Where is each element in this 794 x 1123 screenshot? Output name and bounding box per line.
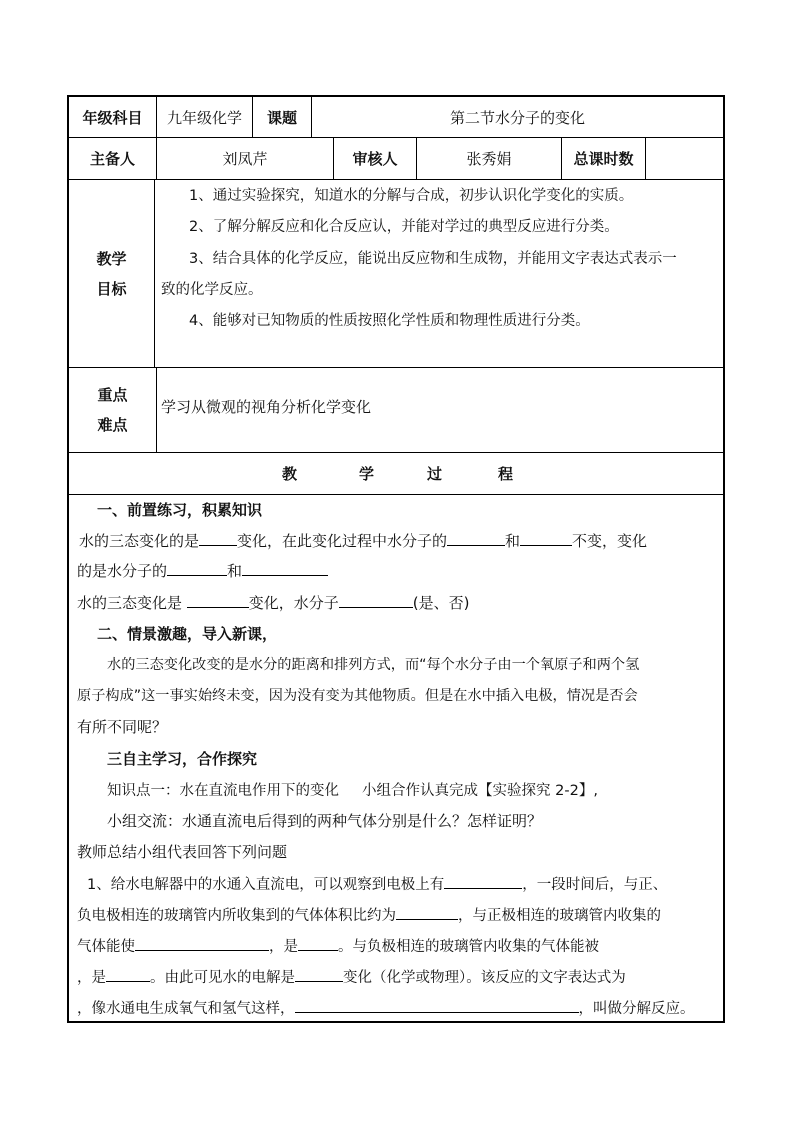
question-line-4 bbox=[77, 966, 626, 987]
blank bbox=[339, 593, 413, 608]
section-2-para-line-2: 原子构成”这一事实始终未变，因为没有变为其他物质。但是在水中插入电极，情况是否会 bbox=[77, 688, 638, 704]
q3-text-a: 气体能使 bbox=[77, 939, 135, 955]
blank bbox=[298, 936, 338, 951]
preparer-label: 主备人 bbox=[69, 138, 157, 179]
q3-text-b: ，是 bbox=[269, 939, 298, 955]
section-1-line-3 bbox=[77, 592, 470, 613]
total-hours-value bbox=[646, 138, 723, 179]
section-2-para-line-1: 水的三态变化改变的是水分的距离和排列方式，而“每个水分子由一个氧原子和两个氢 bbox=[107, 657, 640, 673]
section-1-line-1 bbox=[79, 530, 647, 551]
blank bbox=[396, 905, 458, 920]
s1-l3-text-b: 变化，水分子 bbox=[248, 594, 339, 612]
key-points-content: 学习从微观的视角分析化学变化 bbox=[161, 397, 372, 416]
blank bbox=[520, 531, 572, 546]
process-heading bbox=[69, 453, 723, 494]
section-2-title: 二、情景激趣，导入新课， bbox=[97, 625, 278, 643]
question-line-2 bbox=[77, 904, 661, 925]
topic-label: 课题 bbox=[253, 97, 312, 137]
objectives-label bbox=[69, 180, 155, 367]
blank bbox=[295, 967, 343, 982]
section-1-line-2 bbox=[77, 560, 328, 581]
objectives-label-line1: 教学 bbox=[96, 249, 127, 268]
topic-value: 第二节水分子的变化 bbox=[449, 108, 585, 127]
process-heading-row bbox=[69, 453, 723, 495]
q2-text-a: 负电极相连的玻璃管内所收集到的气体体积比约为 bbox=[77, 908, 396, 924]
blank bbox=[444, 874, 522, 889]
group-discussion: 小组交流：水通直流电后得到的两种气体分别是什么？怎样证明？ bbox=[107, 812, 543, 830]
q4-text-b: 。由此可见水的电解是 bbox=[150, 970, 295, 986]
process-heading-char-3: 过 bbox=[427, 465, 443, 483]
s1-l3-text-c: (是、否) bbox=[412, 594, 470, 612]
s1-l3-text-a: 水的三态变化是 bbox=[77, 594, 187, 612]
q5-text-b: ，叫做分解反应。 bbox=[578, 1001, 695, 1017]
preparer-value: 刘凤芹 bbox=[157, 138, 334, 179]
grade-subject-label: 年级科目 bbox=[69, 97, 157, 137]
blank bbox=[199, 531, 237, 546]
question-line-3 bbox=[77, 935, 599, 956]
q4-text-c: 变化（化学或物理）。该反应的文字表达式为 bbox=[343, 970, 626, 986]
s1-l1-text-b: 变化，在此变化过程中水分子的 bbox=[237, 532, 448, 550]
objective-1: 1、通过实验探究，知道水的分解与合成，初步认识化学变化的实质。 bbox=[189, 188, 634, 204]
key-points-row bbox=[69, 368, 723, 453]
header-row-2 bbox=[69, 138, 723, 180]
s1-l2-text-a: 的是水分子的 bbox=[77, 562, 168, 580]
q1-text-b: ，一段时间后，与正、 bbox=[522, 877, 668, 893]
section-1-title: 一、前置练习，积累知识 bbox=[97, 501, 263, 519]
objective-3: 3、结合具体的化学反应，能说出反应物和生成物，并能用文字表达式表示一 bbox=[189, 251, 677, 267]
question-line-5 bbox=[77, 997, 695, 1018]
lesson-plan-table bbox=[67, 95, 725, 1023]
q2-text-b: ，与正极相连的玻璃管内收集的 bbox=[458, 908, 661, 924]
objective-4: 4、能够对已知物质的性质按照化学性质和物理性质进行分类。 bbox=[189, 313, 590, 329]
process-heading-char-4: 程 bbox=[498, 465, 514, 483]
s1-l1-text-a: 水的三态变化的是 bbox=[79, 532, 200, 550]
grade-subject-value: 九年级化学 bbox=[157, 97, 253, 137]
blank bbox=[295, 998, 579, 1013]
blank bbox=[135, 936, 269, 951]
objectives-row bbox=[69, 180, 723, 368]
teacher-summary: 教师总结小组代表回答下列问题 bbox=[77, 843, 288, 861]
reviewer-label: 审核人 bbox=[334, 138, 417, 179]
blank bbox=[242, 561, 328, 576]
process-heading-char-2: 学 bbox=[359, 465, 375, 483]
objective-2: 2、了解分解反应和化合反应认，并能对学过的典型反应进行分类。 bbox=[189, 219, 619, 235]
process-body bbox=[69, 495, 723, 1021]
blank bbox=[187, 593, 249, 608]
key-points-label bbox=[69, 368, 157, 452]
q4-text-a: ，是 bbox=[77, 970, 106, 986]
objectives-label-line2: 目标 bbox=[96, 279, 127, 298]
q1-text-a: 1、给水电解器中的水通入直流电，可以观察到电极上有 bbox=[87, 877, 445, 893]
s1-l1-text-c: 和 bbox=[505, 532, 521, 550]
header-row-1 bbox=[69, 97, 723, 138]
total-hours-label: 总课时数 bbox=[562, 138, 646, 179]
process-heading-char-1: 教 bbox=[282, 465, 298, 483]
key-points-label-line1: 重点 bbox=[97, 386, 128, 404]
s1-l2-text-b: 和 bbox=[227, 562, 243, 580]
objective-3-cont: 致的化学反应。 bbox=[161, 282, 263, 298]
blank bbox=[106, 967, 150, 982]
key-points-label-line2: 难点 bbox=[97, 416, 128, 434]
knowledge-point-1: 知识点一：水在直流电作用下的变化 小组合作认真完成【实验探究 2-2】, bbox=[107, 783, 598, 799]
q3-text-c: 。与负极相连的玻璃管内收集的气体能被 bbox=[338, 939, 599, 955]
s1-l1-text-d: 不变，变化 bbox=[572, 532, 648, 550]
objectives-content bbox=[155, 180, 723, 367]
section-2-para-line-3: 有所不同呢？ bbox=[77, 718, 168, 736]
question-line-1 bbox=[87, 873, 667, 894]
blank bbox=[167, 561, 227, 576]
reviewer-value: 张秀娟 bbox=[417, 138, 562, 179]
section-3-title: 三自主学习，合作探究 bbox=[107, 750, 258, 768]
q5-text-a: ，像水通电生成氧气和氢气这样， bbox=[77, 1001, 295, 1017]
blank bbox=[447, 531, 505, 546]
